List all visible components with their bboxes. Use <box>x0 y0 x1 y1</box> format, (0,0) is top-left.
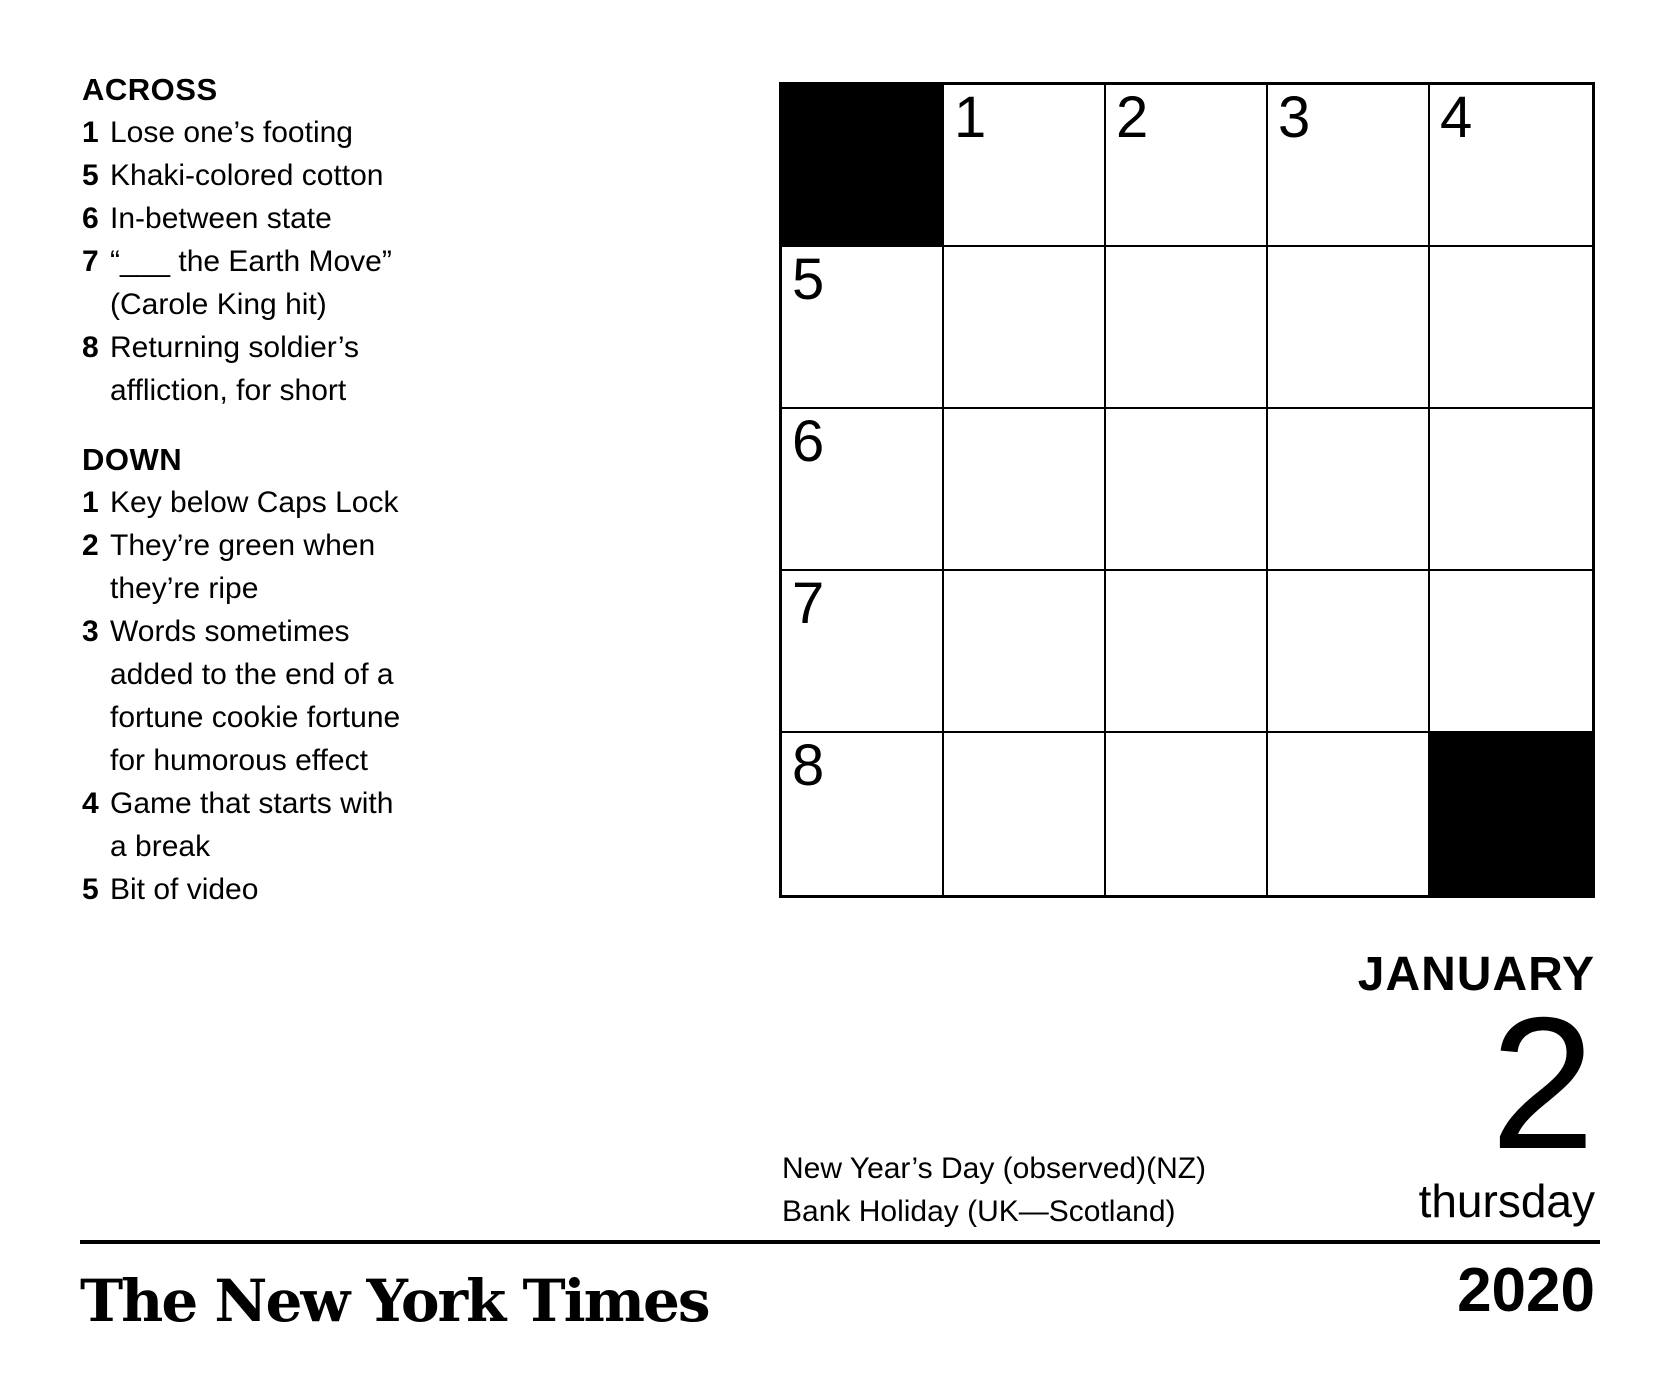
across-heading: ACROSS <box>82 72 218 107</box>
grid-cell-r5c2[interactable] <box>944 733 1106 895</box>
across-clue-list <box>82 111 542 412</box>
grid-cell-r2c2[interactable] <box>944 247 1106 409</box>
clue-across-5 <box>82 154 542 197</box>
nyt-logo: The New York Times <box>80 1267 709 1335</box>
holiday-notes <box>782 1147 1206 1233</box>
clue-number: 4 <box>82 787 99 820</box>
clue-number: 3 <box>82 615 99 648</box>
year-label: 2020 <box>1457 1256 1595 1325</box>
grid-cell-r4c5[interactable] <box>1430 571 1592 733</box>
clue-text-line: Key below Caps Lock <box>110 486 399 519</box>
clue-down-3 <box>82 610 542 782</box>
clue-across-1 <box>82 111 542 154</box>
black-cell <box>782 85 944 247</box>
grid-cell-r3c1[interactable] <box>782 409 944 571</box>
month-label: JANUARY <box>1357 948 1595 1001</box>
cell-number: 3 <box>1278 85 1311 150</box>
black-cell <box>1430 733 1592 895</box>
grid-cell-r2c1[interactable] <box>782 247 944 409</box>
clue-across-6 <box>82 197 542 240</box>
day-number: 2 <box>1490 978 1595 1188</box>
clue-number: 8 <box>82 331 99 364</box>
grid-cell-r5c1[interactable] <box>782 733 944 895</box>
clue-across-7 <box>82 240 542 326</box>
down-heading: DOWN <box>82 442 183 477</box>
weekday-label: thursday <box>1418 1175 1595 1227</box>
clue-text-line: for humorous effect <box>110 744 368 777</box>
cell-number: 4 <box>1440 85 1473 150</box>
clue-number: 5 <box>82 873 99 906</box>
grid-cell-r1c3[interactable] <box>1106 85 1268 247</box>
cell-number: 7 <box>792 571 825 636</box>
clue-text-line: a break <box>110 830 211 863</box>
clue-text-line: Bit of video <box>110 873 259 906</box>
clue-across-8 <box>82 326 542 412</box>
clue-text-line: “___ the Earth Move” <box>110 245 392 278</box>
clue-text-line: Game that starts with <box>110 787 394 820</box>
clue-down-4 <box>82 782 542 868</box>
cell-number: 6 <box>792 409 825 474</box>
clue-text-line: affliction, for short <box>110 374 347 407</box>
grid-cell-r4c3[interactable] <box>1106 571 1268 733</box>
grid-cell-r1c2[interactable] <box>944 85 1106 247</box>
grid-cell-r3c4[interactable] <box>1268 409 1430 571</box>
clue-down-2 <box>82 524 542 610</box>
cell-number: 5 <box>792 247 825 312</box>
grid-cell-r4c4[interactable] <box>1268 571 1430 733</box>
clue-number: 7 <box>82 245 99 278</box>
clue-text-line: Words sometimes <box>110 615 350 648</box>
clue-text-line: fortune cookie fortune <box>110 701 401 734</box>
grid-cell-r3c3[interactable] <box>1106 409 1268 571</box>
clues-panel <box>82 68 542 911</box>
clue-text-line: they’re ripe <box>110 572 259 605</box>
clue-number: 5 <box>82 159 99 192</box>
grid-cell-r5c4[interactable] <box>1268 733 1430 895</box>
clue-number: 2 <box>82 529 99 562</box>
clue-number: 1 <box>82 116 99 149</box>
clue-text-line: (Carole King hit) <box>110 288 327 321</box>
clue-text-line: Lose one’s footing <box>110 116 353 149</box>
cell-number: 8 <box>792 733 825 798</box>
grid-cell-r5c3[interactable] <box>1106 733 1268 895</box>
clue-text-line: Khaki-colored cotton <box>110 159 384 192</box>
down-clue-list <box>82 481 542 911</box>
cell-number: 2 <box>1116 85 1149 150</box>
clue-number: 6 <box>82 202 99 235</box>
clue-text-line: In-between state <box>110 202 332 235</box>
holiday-line: Bank Holiday (UK—Scotland) <box>782 1195 1176 1228</box>
grid-cell-r2c3[interactable] <box>1106 247 1268 409</box>
grid-cell-r2c4[interactable] <box>1268 247 1430 409</box>
clue-text-line: Returning soldier’s <box>110 331 360 364</box>
holiday-line: New Year’s Day (observed)(NZ) <box>782 1152 1207 1185</box>
grid-cell-r3c2[interactable] <box>944 409 1106 571</box>
clue-text-line: They’re green when <box>110 529 376 562</box>
grid-cell-r4c1[interactable] <box>782 571 944 733</box>
grid-cell-r1c4[interactable] <box>1268 85 1430 247</box>
grid-cell-r4c2[interactable] <box>944 571 1106 733</box>
clue-text-line: added to the end of a <box>110 658 394 691</box>
date-block <box>1358 950 1595 1226</box>
clue-down-5 <box>82 868 542 911</box>
grid-cell-r2c5[interactable] <box>1430 247 1592 409</box>
clue-number: 1 <box>82 486 99 519</box>
cell-number: 1 <box>954 85 987 150</box>
clue-down-1 <box>82 481 542 524</box>
crossword-grid <box>779 82 1595 898</box>
grid-cell-r3c5[interactable] <box>1430 409 1592 571</box>
grid-cell-r1c5[interactable] <box>1430 85 1592 247</box>
footer-divider <box>80 1240 1600 1244</box>
